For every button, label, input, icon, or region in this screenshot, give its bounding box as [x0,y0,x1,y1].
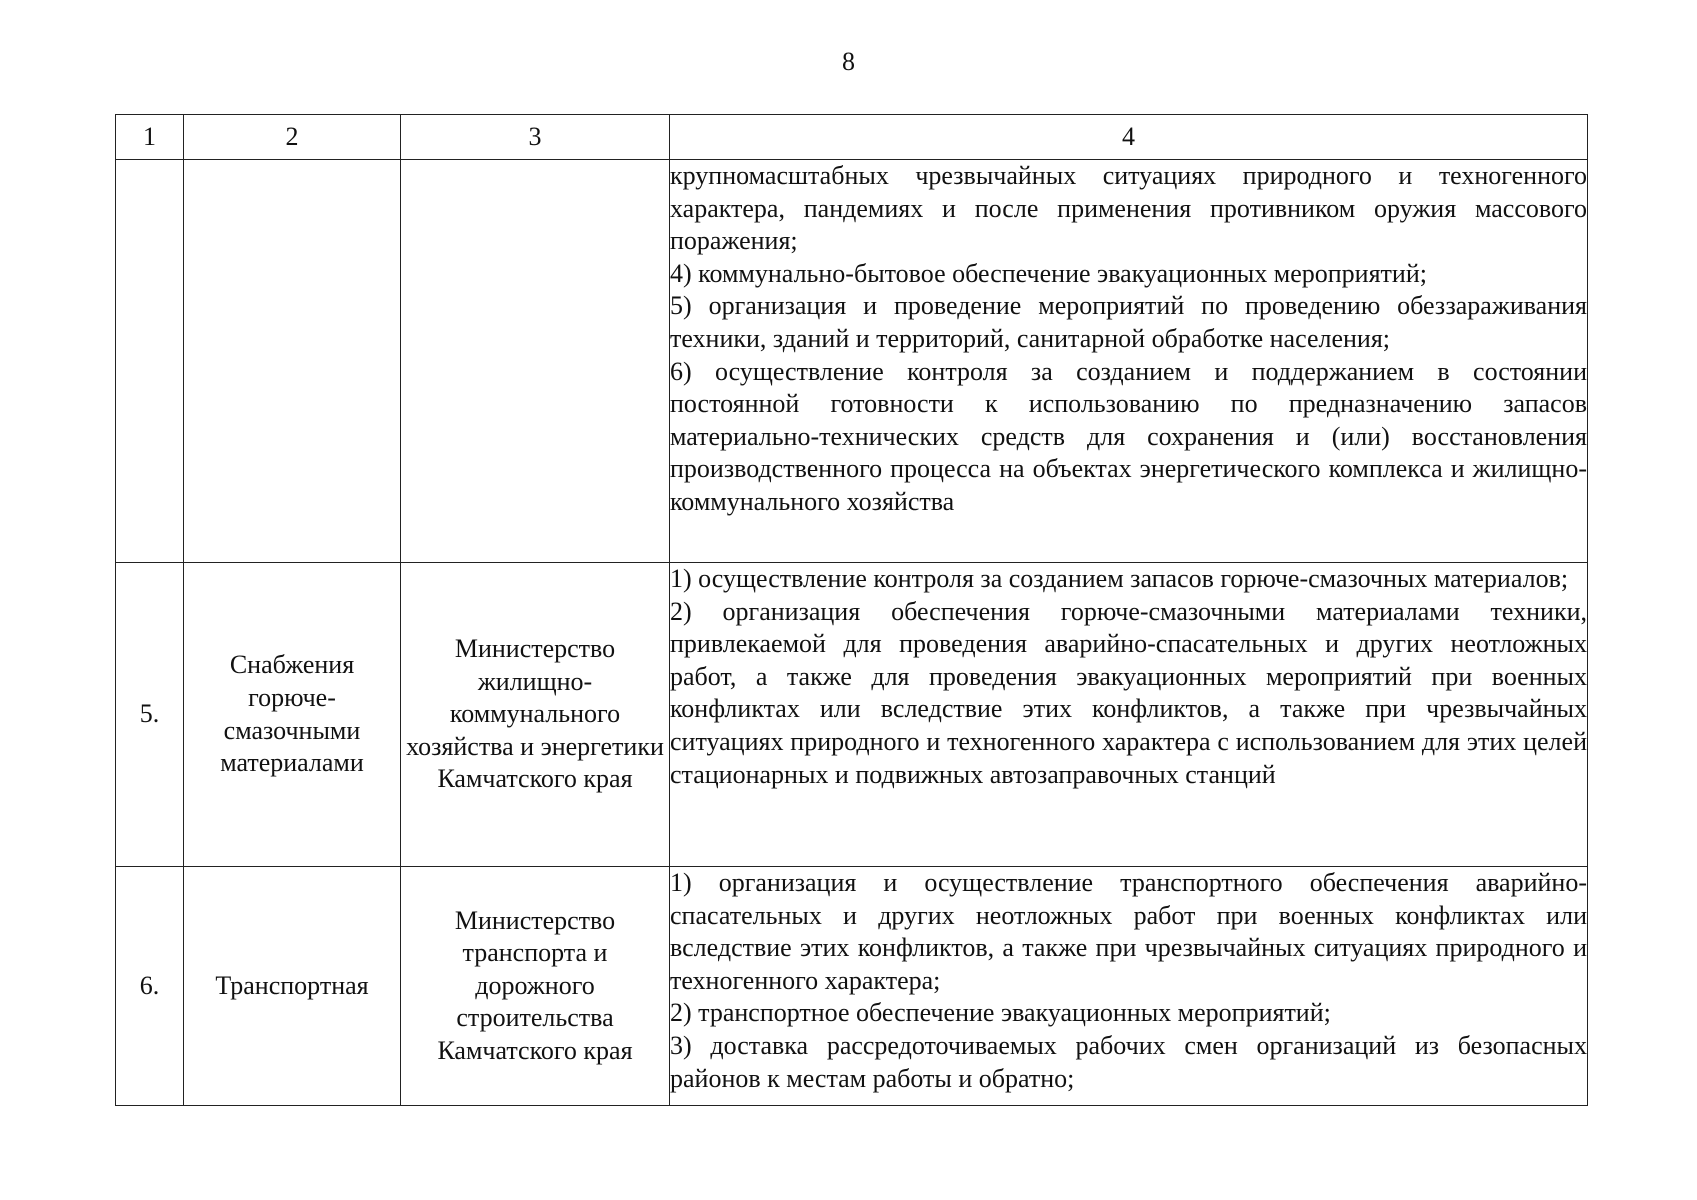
header-col-1: 1 [116,115,184,160]
row-number-cell [116,160,184,563]
ministry-cell: Министерство транспорта и дорожного строительства Камчатского края [401,867,670,1106]
services-table [115,114,1588,1106]
page-number: 8 [842,47,855,76]
row-number-cell: 6. [116,867,184,1106]
function-item: 5) организация и проведение мероприятий по проведению обеззараживания техники, зданий и территорий, санитарной обработке населения; [670,291,1587,353]
header-col-3: 3 [401,115,670,160]
function-item: 1) осуществление контроля за созданием запасов горюче-смазочных материалов; [670,564,1569,593]
service-name-cell [184,160,401,563]
function-item: крупномасштабных чрезвычайных ситуациях природного и техногенного характера, пандемиях и после применения противником оружия массового поражения; [670,161,1587,256]
ministry-cell: Министерство жилищно-коммунального хозяйства и энергетики Камчатского края [401,563,670,867]
function-item: 6) осуществление контроля за созданием и поддержанием в состоянии постоянной готовности к использованию по предназначению запасов материально-технических средств для сохранения и (или) восстановления производственного процесса на объектах энергетического комплекса и жилищно-коммунального хозяйства [670,356,1587,516]
header-col-4: 4 [670,115,1588,160]
table-row [116,563,1588,867]
functions-cell [670,867,1588,1106]
functions-cell [670,563,1588,867]
function-item: 3) доставка рассредоточиваемых рабочих смен организаций из безопасных районов к местам работы и обратно; [670,1030,1587,1093]
service-name-cell: Транспортная [184,867,401,1106]
table-row [116,867,1588,1106]
function-item: 4) коммунально-бытовое обеспечение эвакуационных мероприятий; [670,258,1427,288]
function-item: 2) транспортное обеспечение эвакуационных мероприятий; [670,998,1331,1028]
table-header [116,115,1588,160]
header-row [116,115,1588,160]
header-col-2: 2 [184,115,401,160]
table-row [116,160,1588,563]
row-number-cell: 5. [116,563,184,867]
function-item: 2) организация обеспечения горюче-смазочными материалами техники, привлекаемой для проведения аварийно-спасательных и других неотложных работ, а также для проведения эвакуационных мероприятий при военных конфликтах или вследствие этих конфликтов, а также при чрезвычайных ситуациях природного и техногенного характера с использованием для этих целей стационарных и подвижных автозаправочных станций [670,596,1587,789]
function-item: 1) организация и осуществление транспортного обеспечения аварийно-спасательных и других неотложных работ при военных конфликтах или вследствие этих конфликтов, а также при чрезвычайных ситуациях природного и техногенного характера; [670,868,1587,995]
functions-cell [670,160,1588,563]
service-name-cell: Снабжения горюче-смазочными материалами [184,563,401,867]
ministry-cell [401,160,670,563]
